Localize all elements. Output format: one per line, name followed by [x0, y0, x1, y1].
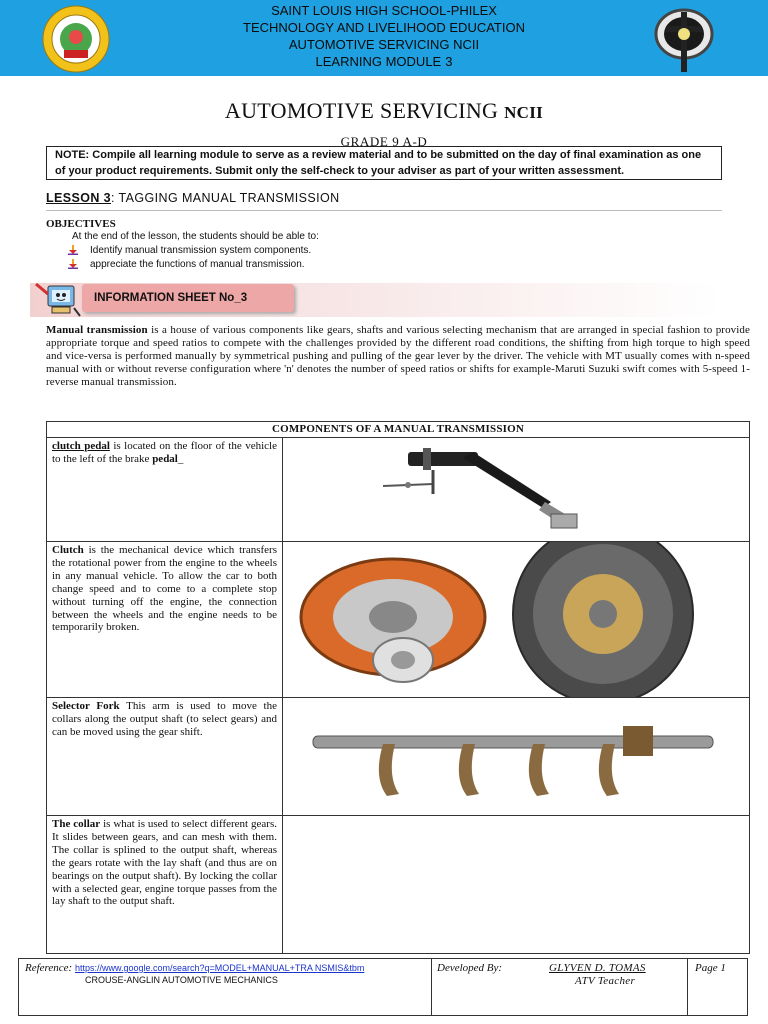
component-description: Clutch is the mechanical device which transfers the rotational power from the engine to the wheels in any manual vehicle. To allow the car to both change speed and to come to a complete stop without turning off the engine, the connection between the wheels and the engine needs to be temporarily broken.: [47, 542, 283, 697]
footer-developer: Developed By: GLYVEN D. TOMAS ATV Teacher: [431, 959, 688, 1015]
arrow-down-bullet-icon: [68, 259, 78, 269]
grade-subtitle: GRADE 9 A-D: [340, 134, 428, 149]
crest-logo: [652, 4, 716, 74]
table-heading: COMPONENTS OF A MANUAL TRANSMISSION: [47, 422, 749, 438]
header-banner: [0, 0, 768, 76]
clutch-pedal-image: [283, 438, 749, 541]
list-item: Identify manual transmission system components.: [68, 243, 311, 257]
footer-reference: Reference: https://www.google.com/search?q=MODEL+MANUAL+TRA NSMIS&tbm CROUSE-ANGLIN AUTOMOTIVE MECHANICS: [19, 959, 432, 1015]
components-table: [46, 421, 750, 954]
computer-cartoon-icon: [34, 280, 82, 318]
lesson-heading: LESSON 3: TAGGING MANUAL TRANSMISSION: [46, 191, 340, 205]
collar-image-placeholder: [283, 816, 749, 953]
reference-book: CROUSE-ANGLIN AUTOMOTIVE MECHANICS: [85, 975, 278, 985]
lesson-divider: [46, 210, 722, 211]
objectives-intro: At the end of the lesson, the students should be able to:: [72, 231, 319, 242]
page-title: AUTOMOTIVE SERVICING NCII: [224, 98, 544, 123]
footer-page: [687, 959, 747, 1015]
objectives-list: [68, 243, 311, 271]
intro-paragraph: Manual transmission is a house of various components like gears, shafts and various selecting mechanism that are arranged in special fashion to provide appropriate torque and speed ratios to compete with the challenges provided by the different road conditions, the shifting from high torque to high speed and vice-versa is performed manually by symmetrical pushing and pulling of the gear lever by the driver. The vehicle with MT usually comes with n-speed manual with or without reverse configuration where 'n' denotes the number of speed ratios or shifts for example-Maruti Suzuki swift comes with 5-speed 1-reverse manual transmission.: [46, 324, 751, 388]
component-description: Selector Fork This arm is used to move the collars along the output shaft (to select gears) and can be moved using the gear shift.: [47, 698, 283, 815]
module-number: 3: [445, 54, 453, 69]
page-number: Page 1: [695, 962, 726, 974]
developer-role: ATV Teacher: [575, 975, 636, 987]
table-row: [47, 816, 749, 953]
clutch-kit-image: [283, 542, 749, 697]
component-description: clutch pedal is located on the floor of the vehicle to the left of the brake pedal_: [47, 438, 283, 541]
list-item: appreciate the functions of manual transmission.: [68, 257, 311, 271]
objectives-heading: OBJECTIVES: [46, 218, 116, 230]
table-row: [47, 698, 749, 816]
reference-link[interactable]: https://www.google.com/search?q=MODEL+MANUAL+TRA NSMIS&tbm: [74, 963, 365, 973]
arrow-down-bullet-icon: [68, 245, 78, 255]
table-row: [47, 438, 749, 542]
school-name: SAINT LOUIS HIGH SCHOOL-PHILEX: [271, 3, 497, 18]
developer-name: GLYVEN D. TOMAS: [549, 962, 646, 974]
module-label: LEARNING MODULE: [315, 54, 442, 69]
info-sheet-label: INFORMATION SHEET No_3: [82, 284, 294, 312]
footer: [18, 958, 748, 1016]
selector-fork-image: [283, 698, 749, 815]
department-name: TECHNOLOGY AND LIVELIHOOD EDUCATION: [243, 20, 525, 35]
course-name: AUTOMOTIVE SERVICING NCII: [288, 37, 480, 52]
table-row: [47, 542, 749, 698]
component-description: The collar is what is used to select different gears. It slides between gears, and can mesh with them. The collar is splined to the output shaft, whereas the gears rotate with the lay shaft (and thus are on bearings on the output shaft). By locking the collar with a selected gear, engine torque passes from the lay shaft to the output shaft.: [47, 816, 283, 953]
note-box: NOTE: Compile all learning module to serve as a review material and to be submitted on the day of final examination as one of your product requirements. Submit only the self-check to your adviser as part of your written assessment.: [46, 146, 722, 180]
